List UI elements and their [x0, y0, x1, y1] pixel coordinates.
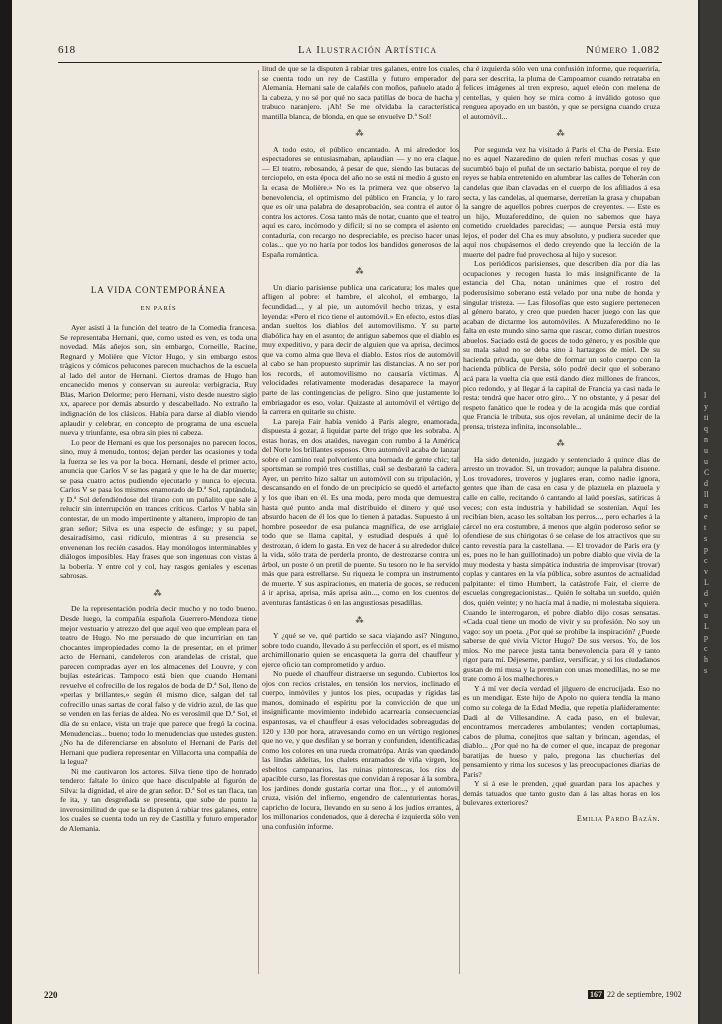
- column-3: [463, 64, 660, 972]
- section-separator: ⁂: [355, 615, 366, 625]
- paragraph: Por segunda vez ha visitado á París el Cha de Persia. Este no es aquel Nazaredino de quien referí muchas cosas y que sucumbió bajo el puñal de un sectario babista, porque el rey de reyes se había entretenido en alumbrar las calles de Teherán con candelas que iban clavadas en el cuerpo de los afiliados á esa secta, y las candelas, al quemarse, derretían la grasa y chupaban la sangre de aquellos pobres cuerpos de creyentes. — Este es un hijo, Muzafereddino, de quien no sabemos que haya cometido crueldades parecidas; — aunque Persia está muy lejos, el poder del Cha es muy absoluto, y pudiera suceder que aquí nos chupásemos el dedo creyendo que la lección de la muerte del padre fué provechosa al hijo y sucesor.: [463, 144, 660, 259]
- paragraph: A todo esto, el público encantado. A mi alrededor los espectadores se entusiasmaban, aplaudían — y no era claque. — El teatro, rebosando, á pesar de que, siendo las butacas de terciopelo, en esta época del año no se está ni medio á gusto en la ecasa de Molière.» No es la primera vez que observo la benevolencia, el optimismo del público en Francia, y lo raro que es oír una palabra de desaprobación, sea contra el autor ó contra los actores. Cosa tanto más de notar, cuanto que el teatro aquí es caro, incómodo y difícil; si no se compra el asiento en contaduría, con recargo no despreciable, es preciso hacer unas colas... que yo no haría por todos los bandidos generosos de la España romántica.: [262, 144, 459, 259]
- scan-edge-left: [0, 0, 12, 1024]
- column-2: [262, 64, 459, 972]
- column-divider: [258, 70, 259, 974]
- paragraph: Y á mí ver decía verdad el jilguero de encrucijada. Eso no es un mendigar. Este hijo de Apolo no quiera tendía la mano como su colega de la Edad Media, que repetía plañideramente: Dadi al de Villesandine. A cada paso, en el bulevar, encontramos mercaderes ambulantes; venden cortaplumas, cabos de pluma, conejitos que saltan y brincan, agendas, el diablo... ¿Por qué no ha de comer el que, incapaz de pregonar baratijas de hueso y palo, pregona las chucherías del pensamiento y rima los sucesos y las preocupaciones diarias de París?: [463, 683, 660, 779]
- paragraph: No puede el chauffeur distraerse un segundo. Cubiertos los ojos con recios cristales, en tensión los nervios, inclinado el cuerpo, inmóviles y juntos los pies, ocupadas y rígidas las manos, dominado el espíritu por la convicción de que un insignificante movimiento indebido acarrearía consecuencias espantosas, va el chauffeur á esas velocidades sobreagudas de 120 y 130 por hora, atravesando como en un vértigo regiones que no ve, y que desfilan y se borran y confunden, identificadas como los colores en una rueda cromatrópa. Atrás van quedando las lindas aldeítas, los chalets enramados de viña virgen, los esbeltos campanarios, las ruinas pintorescas, los ríos de apacible curso, las florestas que convidan á reposar á la sombra, los jardines donde gustaría cortar una flor..., y el automóvil cruza, visión del infierno, engendro de calenturientas horas, capricho de locura, llevando en su seno á los judíos errantes, á los millonarios condenados, que á derecha é izquierda sólo ven una confusión informe.: [262, 669, 459, 832]
- section-title: LA VIDA CONTEMPORÁNEA: [90, 285, 227, 295]
- paragraph: Un diario parisiense publica una caricatura; los males que afligen al pobre: el hambre, el alcohol, el embargo, la fecundidad..., y al pie, un automóvil hecho trizas, y esta leyenda: «Pero el rico tiene el automóvil.» En efecto, estos días andan sueltos los diablos del automovilismo. Y su parte diabólica hay en el asunto; de antiguo sabemos que el diablo es muy expeditivo, y para decir de alguien que va aprisa, decimos que va como alma que lleva el diablo. Estos ríos de automóvil al cabo se han propuesto suprimir las distancias. A no ser por los records, el automovilismo no causaría víctimas. A velocidades relativamente moderadas desaparece la mayor parte de las contingencias de peligro. Sino que justamente lo embriagador es eso, volar. Quizaste al automóvil el vértigo de la carrera en quitarle su chiste.: [262, 282, 459, 417]
- issue-number: Número 1.082: [586, 44, 660, 56]
- paragraph: Los periódicos parisienses, que describen día por día las ocupaciones y recogen hasta lo más insignificante de la estancia del Cha, notan unánimes que el rostro del poderosísimo soberano está velado por una nube de honda y singular tristeza. — Las filosofías que esto sugiere pertenecen al género barato, y creo que pueden hacer juego con las que acaban de dictarme los automóviles. A Muzafereddino no le falta en este mundo sino sarna que rascar, como dirían nuestros abuelos. Saciado está de goces de todo género, y es posible que su mala salud no se deba sino á hartazgos de miel. De su hacienda privada, que debe de formar un solo cuerpo con la hacienda pública de Persia, sólo podré decir que el soberano acá para la vuelta cía que está dando diez millones de francos, pico redondo, y al llegar á la capital de Francia ya casi nada le resta: tendrá que hacer otro giro... Y no obstante, y á pesar del respeto fanático que le rodea y de la acogida más que cordial que Francia le tributa, sus ojos revelan, al unánime decir de la prensa, tristeza infinita, inconsolable...: [463, 259, 660, 431]
- section-subtitle: EN PARÍS: [140, 304, 177, 312]
- archive-stamp: [588, 990, 682, 999]
- paragraph: De la representación podría decir mucho y no todo bueno. Desde luego, la compañía española Guerrero-Mendoza tiene mejor vestuario y atrezzo del que aquí veo que emplean para el teatro de Hugo. No me persuado de que incurrirían en tan chocantes impropiedades como la de presentar, en el primer acto de Hernani, candeleros con arandelas de cristal, que parecen compradas ayer en los almacenes del Louvre, y con bujías esteáricas. Tampoco está bien que cuando Hernani revuelve el cofrecillo de los regalos de boda de D.ª Sol, lleno de «perlas y brillantes,» según él mismo dice, salgan del tal cofrecillo unas sartas de coral falso y de vidrio azul, de las que se venden en las ferias de aldea. No es verosímil que D.ª Sol, el día de su enlace, vista un traje que parece que fregó la cocina. Menudencias... bueno; todo lo menudencias que ustedes gusten. ¿No ha de diferenciarse en absoluto el Hernani de París del Hernani que pudiera representar en Villacorta una compañía de la legua?: [60, 604, 257, 767]
- paragraph: Ayer asistí á la función del teatro de la Comedia francesa. Se representaba Hernani, que, como usted es ven, es toda una novedad. Más añejos son, sin embargo, Corneille, Racine, Regnard y Molière que Víctor Hugo, y sin embargo estos trágicos y cómicos pelucones parecen muchachos de la escuela al lado del autor de Hernani. Ciertos dramas de Hugo han encanecido menos y conservan su aureola: verbigracia, Ruy Blas, Marion Delorme; pero Hernani, visto desde nuestro siglo xx, aparece por demás absurdo y descabellado. No extraño la indignación de los clásicos. Había para darse al diablo viendo aplaudir y celebrar, en concepto de programa de una escuela nueva y triunfante, esa obra sin pies ni cabeza.: [60, 323, 257, 438]
- author-signature: Emilia Pardo Bazán.: [576, 814, 660, 824]
- section-separator: ⁂: [556, 439, 567, 449]
- paragraph: cha é izquierda sólo ven una confusión informe, que requeriría, para ser descrita, la pluma de Campoamor cuando retrataba en felices imágenes al tren expreso, aquel eleón con melena de centellas, y quien hoy se mira como á inválido gotoso que renguea apoyado en un bastón, y que se persigna cuando cruza el automóvil...: [463, 64, 660, 121]
- magazine-title: La Ilustración Artística: [298, 44, 438, 56]
- paragraph: Y ¿qué se ve, qué partido se saca viajando así? Ninguno, sobre todo cuando, llevado á su perfección el sport, es el mismo archimillonario quien se encasqueta la gorra del chauffeur y ejerce oficio tan comprometido y arduo.: [262, 631, 459, 669]
- paragraph: litud de que se la disputen á rabiar tres galanes, entre los cuales se cuenta todo un rey de Castilla y futuro emperador de Alemania. Hernani sale de calañés con moños, pañuelo atado á la cabeza, y no sé por qué no saca patillas de boca de hacha y trabuco naranjero. ¡Ah! Se me olvidaba la característica mantilla blanca, de blonda, en que se envuelve D.ª Sol!: [262, 64, 459, 121]
- adjacent-page-edge: l y ti q n u u C d ll n e t s p c v L d v u L p c h s: [704, 391, 710, 675]
- paragraph: Lo peor de Hernani es que los personajes no parecen locos, sino, muy á menudo, tontos; dejan perder las ocasiones y toda la fuerza se les va por la boca. Hernani, desde el primer acto, anuncia que Carlos V se las pagará y que le ha de dar muerte; se pasa cuatro actos pudiendo ejecutarlo y nunca lo ejecuta. Carlos V se pasa los mismos enamorado de D.ª Sol, raptándola, y D.ª Sol defendiéndose del tirano con un puñalito que sale á relucir sin interrupción en trances críticos. Carlos V habla sin contestar, de un modo impertinente y altanero, impropio de tan gran señor; Silva es una especie de esfinge; y su papel, desairadísimo, casi ridículo, mientras á su presencia se envenenan los recién casados. Hay monólogos interminables y diálogos imposibles. Hay frases que son ingenuas con vistas á la bobería. Y entre col y col, hay rasgos geniales y escenas sabrosas.: [60, 437, 257, 581]
- section-separator: ⁂: [556, 129, 567, 139]
- paragraph: La pareja Fair había venido á París alegre, enamorada, dispuesta á gozar, á liquidar parte del trigo que les sobraba. A estas horas, en dos ataúdes, navegan con rumbo á la América del Norte los brillantes esposos. Otro automóvil acaba de lanzar sobre el camino real polvoriento una bornada de gente chic; tal sportsman se rompió tres costillas, cuál se desbarató la cadera. Ayer, un perrito hizo saltar un automóvil con su tripulación, y descansando en el fondo de un precipicio se quedó el artefacto y los que iban en él. Es una moda, pero moda que demuestra hasta qué punto anda mal distribuido el dinero y qué uso absurdo hacen de él los que lo tienen á patadas. Supuesto á un hombre poseedor de esa pulanca magnífica, de ese arriglaie todo que se llama capital, y estudiad después á qué lo destrozan, ó idem lo gasta. En vez de hacer á su alrededor dulce la vida, sólo trata de perderla pronto, de destrozarse contra un árbol, un poste ó un pretil de puente. Su tesoro no le ha servido más que para estrellarse. Su riqueza le compra un instrumento de muerte. Y sus aspiraciones, en materia de goces, se reducen á ir aprisa, aprisa, más aprisa aún..., como en los cuentos de aventuras fantásticas ó en las angustiosas pesadillas.: [262, 416, 459, 607]
- page-number: 618: [58, 44, 76, 56]
- section-separator: ⁂: [355, 267, 366, 277]
- scan-page-number: 220: [44, 990, 58, 1000]
- column-divider: [459, 70, 460, 974]
- section-separator: ⁂: [153, 588, 164, 598]
- publication-date: 22 de septiembre, 1902: [607, 990, 682, 999]
- section-separator: ⁂: [355, 129, 366, 139]
- header-rule: [58, 62, 662, 63]
- page-header: [58, 44, 690, 60]
- stamp-number: 167: [590, 990, 602, 999]
- paragraph: Y si á ese le prenden, ¿qué guardan para los apaches y demás tatuados que tanto gusto dan á las altas horas en los bulevares exteriores?: [463, 779, 660, 808]
- paragraph: Ha sido detenido, juzgado y sentenciado á quince días de arresto un trovador. Sí, un trovador; aunque la palabra disuene. Los trovadores, troveros y juglares eran, como nadie ignora, gentes que iban de casa en casa y de plazuela en plazuela y calle en calle, recitando ó cantando al laúd poesías, satíricas á veces; con esta industria y habilidad se sostenían. Aquí les recibían bien, acaso les soltaban los perros..., pero echarles á la cárcel no era costumbre, á menos que algún poderoso señor se ofendiese de sus chirigotas ó se celase de los atractivos que su canto revestía para la castellana. — El trovador de París era (y es, pues no le han guillotinado) un pobre diablo que vivía de la muy modesta y hasta simpática industria de improvisar (trovar) coplas y cantares en la vía pública, sobre asuntos de actualidad palpitante: el timo Humbert, la catástrofe Fair, el cierre de escuelas congregacionistas... Quién le soltaba un sueldo, quién dos, quién veinte; y no hacía mal á nadie, ni molestaba siquiera. Cuando le interrogaron, el pobre diablo dijo cosas sensatas. «Cada cual tiene un modo de vivir y su profesión. No soy un vago: soy un poeta. ¿Por qué se prohíbe la inspiración? ¿Puede saberse de qué vivía Víctor Hugo? De sus versos. Yo, de los míos. No me parece justa tanta benevolencia para él y tanto rigor para mí. Déjeseme, pardiez, versificar, y si los ciudadanos gustan de mi musa y la premian con unas monedillas, no se me trate como á los malhechores.»: [463, 454, 660, 684]
- paragraph: Ni me cautivaron los actores. Silva tiene tipo de honrado tendero: faltale lo único que hace disculpable al figurón de Silva: la dignidad, el aire de gran señor. D.ª Sol es tan flaca, tan fe ita, y tan desgreñada se presenta, que sube de punto la inverosimilitud de que se la disputen á rabiar tres galanes, entre los cuales se cuenta todo un rey de Castilla y futuro emperador de Alemania.: [60, 766, 257, 833]
- column-1: [60, 76, 257, 972]
